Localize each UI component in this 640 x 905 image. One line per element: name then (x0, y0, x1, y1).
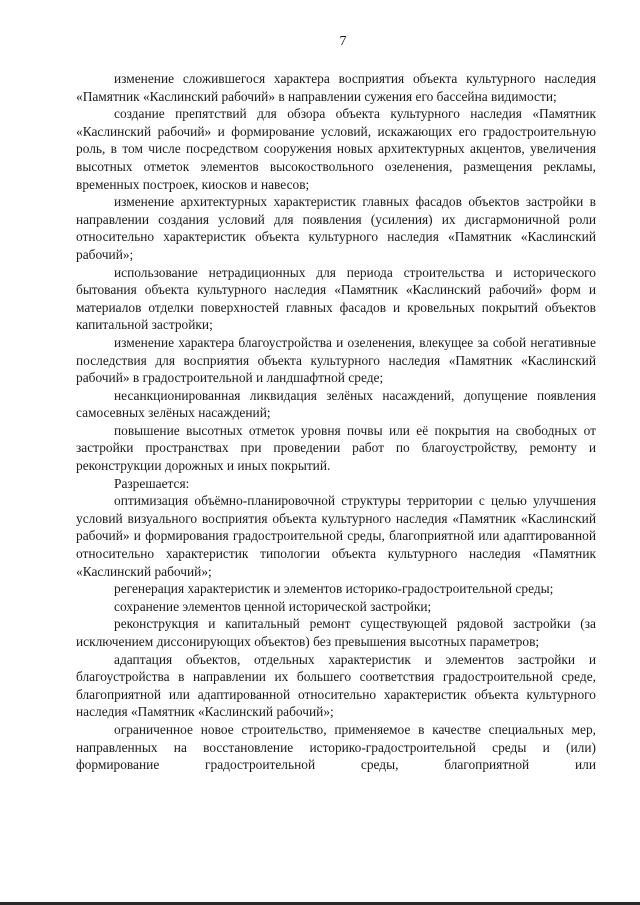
paragraph-11: сохранение элементов ценной исторической застройки; (114, 598, 432, 614)
paragraph-12: реконструкция и капитальный ремонт существующей рядовой застройки (за исключением диссонирующих объектов) без превышения высотных параметров; (76, 616, 596, 649)
paragraph-13: адаптация объектов, отдельных характеристик и элементов застройки и благоустройства в направлении их большего соответствия градостроительной среде, благоприятной или адаптированной относительно характеристик объекта культурного наследия «Памятник «Каслинский рабочий»; (76, 651, 596, 720)
paragraph-10: регенерация характеристик и элементов историко-градостроительной среды; (114, 581, 554, 597)
paragraph-14: ограниченное новое строительство, применяемое в качестве специальных мер, направленных на восстановление историко-градостроительной среды и (или) формирование градостроительной среды, благоприятной или (76, 721, 596, 773)
paragraph-6: несанкционированная ликвидация зелёных насаждений, допущение появления самосевных зелёных насаждений; (76, 387, 596, 421)
paragraph-9: оптимизация объёмно-планировочной структуры территории с целью улучшения условий визуального восприятия объекта культурного наследия «Памятник «Каслинский рабочий» и формирования градостроительной среды, благоприятной или адаптированной относительно характеристик типологии объекта культурного наследия «Памятник «Каслинский рабочий»; (76, 493, 596, 579)
paragraph-5: изменение характера благоустройства и озеленения, влекущее за собой негативные последствия для восприятия объекта культурного наследия «Памятник «Каслинский рабочий» в градостроительной и ландшафтной среде; (76, 334, 596, 386)
paragraph-1: изменение сложившегося характера восприятия объекта культурного наследия «Памятник «Каслинский рабочий» в направлении сужения его бассейна видимости; (76, 71, 596, 104)
page-number: 7 (339, 34, 347, 49)
paragraph-4: использование нетрадиционных для периода строительства и исторического бытования объекта культурного наследия «Памятник «Каслинский рабочий» форм и материалов отделки поверхностей главных фасадов и кровельных покрытий объектов капитальной застройки; (76, 264, 596, 333)
paragraph-2: создание препятствий для обзора объекта культурного наследия «Памятник «Каслинский рабочий» и формирование условий, искажающих его градостроительную роль, в том числе посредством сооружения новых архитектурных акцентов, увеличения высотных отметок элементов высокоствольного озеленения, размещения рекламы, временных построек, киосков и навесов; (76, 106, 596, 192)
paragraph-3: изменение архитектурных характеристик главных фасадов объектов застройки в направлении создания условий для появления (усиления) их дисгармоничной роли относительно характеристик объекта культурного наследия «Памятник «Каслинский рабочий»; (76, 194, 596, 262)
body-text (76, 70, 596, 774)
section-label-permitted: Разрешается: (114, 475, 190, 491)
paragraph-7: повышение высотных отметок уровня почвы или её покрытия на свободных от застройки пространствах при проведении работ по благоустройству, ремонту и реконструкции дорожных и иных покрытий. (76, 422, 596, 474)
